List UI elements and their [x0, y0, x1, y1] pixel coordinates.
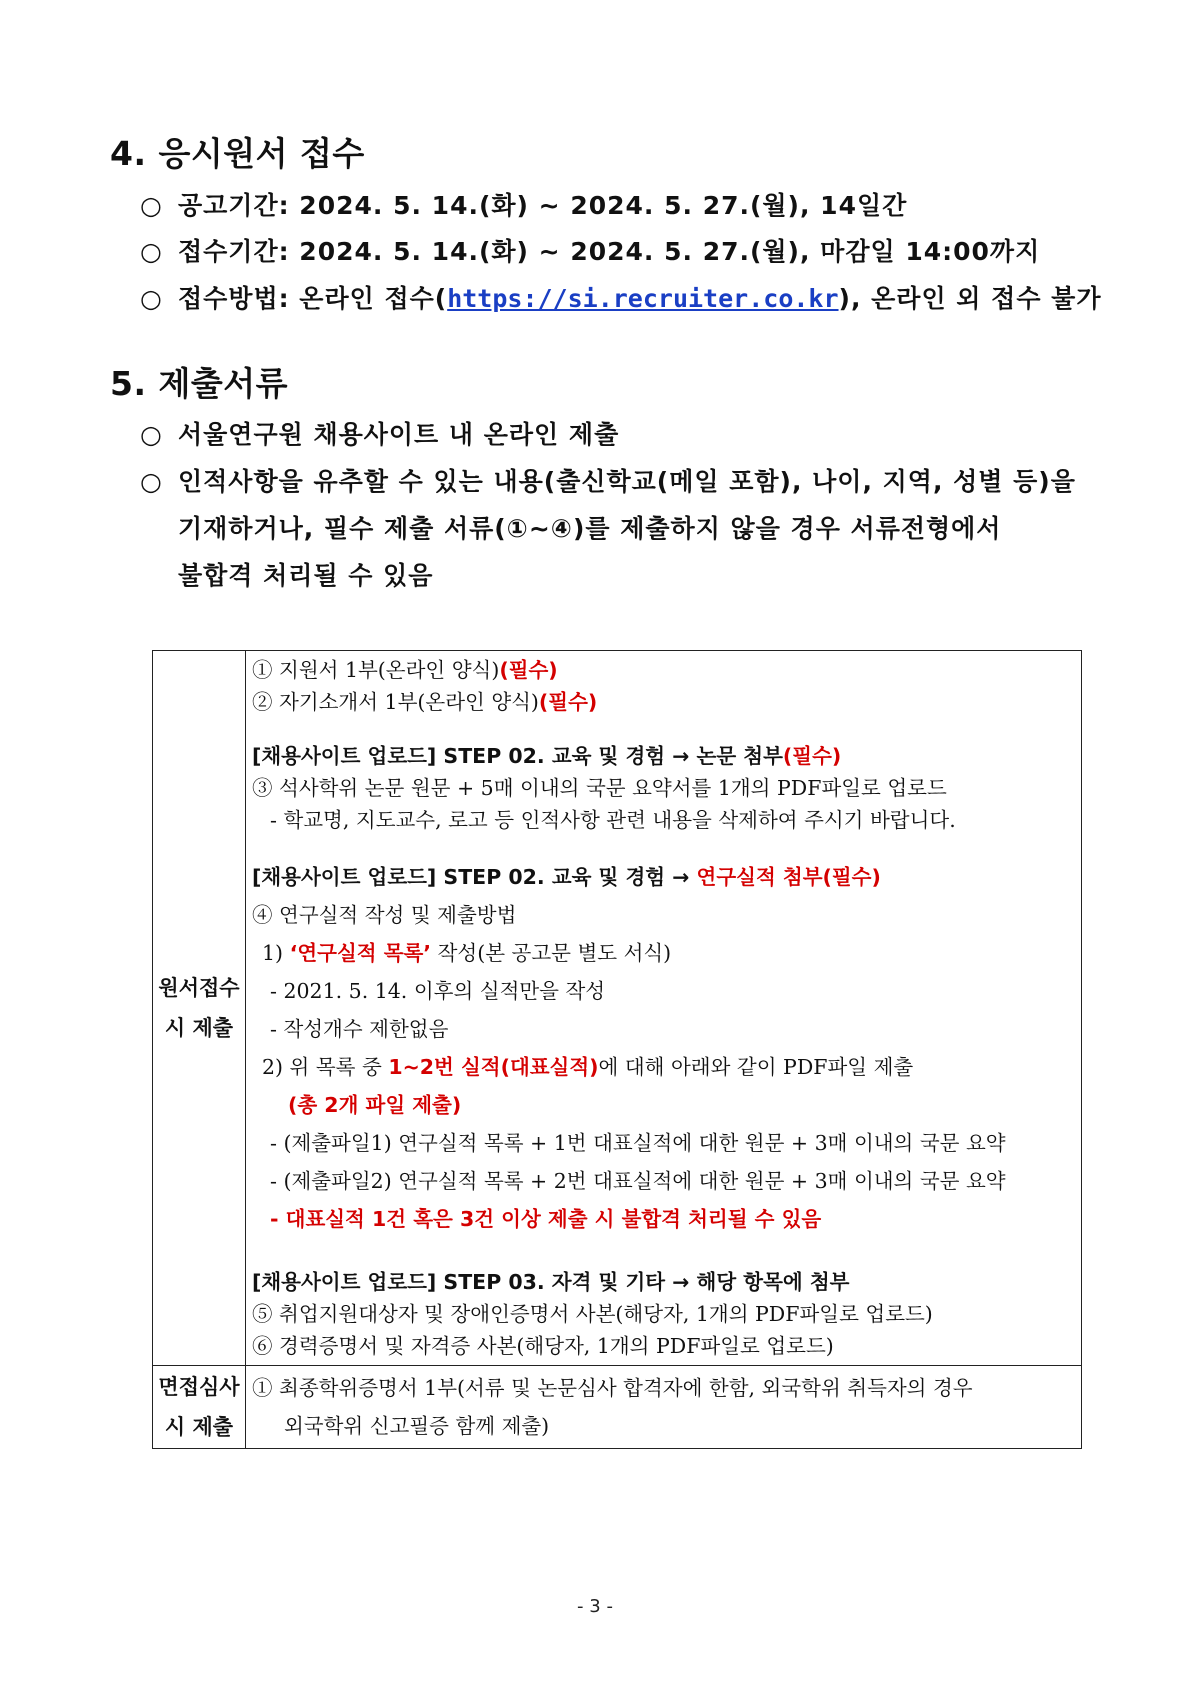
- personal-info-warning-line2: 기재하거나, 필수 제출 서류(①~④)를 제출하지 않을 경우 서류전형에서: [178, 514, 1002, 543]
- personal-info-warning-line3: 불합격 처리될 수 있음: [178, 561, 434, 590]
- list-item: (총 2개 파일 제출): [288, 1093, 462, 1117]
- reception-method: ○ 접수방법: 온라인 접수(https://si.recruiter.co.kr), 온라인 외 접수 불가: [140, 284, 1102, 313]
- bullet-icon: ○: [140, 467, 163, 496]
- list-item: ① 지원서 1부(온라인 양식)(필수): [252, 658, 558, 682]
- interview-stage-docs: [246, 1366, 1082, 1449]
- list-item: - (제출파일2) 연구실적 목록 + 2번 대표실적에 대한 원문 + 3매 이내의 국문 요약: [270, 1169, 1006, 1193]
- bullet-icon: ○: [140, 284, 163, 313]
- documents-table: [152, 650, 1082, 1449]
- list-item: 외국학위 신고필증 함께 제출): [284, 1414, 550, 1438]
- list-item: ⑤ 취업지원대상자 및 장애인증명서 사본(해당자, 1개의 PDF파일로 업로드): [252, 1302, 933, 1326]
- list-item: ④ 연구실적 작성 및 제출방법: [252, 903, 517, 927]
- section-5-title: 5. 제출서류: [110, 364, 288, 403]
- table-row: [153, 1366, 1082, 1449]
- bullet-icon: ○: [140, 420, 163, 449]
- page-number: - 3 -: [577, 1596, 613, 1617]
- recruit-site-link[interactable]: https://si.recruiter.co.kr: [447, 284, 839, 313]
- list-item: 2) 위 목록 중 1~2번 실적(대표실적)에 대해 아래와 같이 PDF파일 제출: [262, 1055, 914, 1079]
- section-4-title: 4. 응시원서 접수: [110, 134, 365, 173]
- list-item: ⑥ 경력증명서 및 자격증 사본(해당자, 1개의 PDF파일로 업로드): [252, 1334, 834, 1358]
- upload-step-heading: [채용사이트 업로드] STEP 03. 자격 및 기타 → 해당 항목에 첨부: [252, 1270, 850, 1294]
- list-item: 1) ‘연구실적 목록’ 작성(본 공고문 별도 서식): [262, 941, 672, 965]
- list-item: ① 최종학위증명서 1부(서류 및 논문심사 합격자에 한함, 외국학위 취득자의 경우: [252, 1376, 973, 1400]
- application-stage-docs: [246, 651, 1082, 1366]
- list-item: - 학교명, 지도교수, 로고 등 인적사항 관련 내용을 삭제하여 주시기 바랍니다.: [270, 808, 956, 832]
- list-item: - (제출파일1) 연구실적 목록 + 1번 대표실적에 대한 원문 + 3매 이내의 국문 요약: [270, 1131, 1006, 1155]
- list-item: ③ 석사학위 논문 원문 + 5매 이내의 국문 요약서를 1개의 PDF파일로 업로드: [252, 776, 947, 800]
- reception-period: ○ 접수기간: 2024. 5. 14.(화) ~ 2024. 5. 27.(월), 마감일 14:00까지: [140, 237, 1041, 266]
- upload-step-heading: [채용사이트 업로드] STEP 02. 교육 및 경험 → 논문 첨부(필수): [252, 744, 842, 768]
- list-item: ② 자기소개서 1부(온라인 양식)(필수): [252, 690, 598, 714]
- bullet-icon: ○: [140, 191, 163, 220]
- list-item: - 2021. 5. 14. 이후의 실적만을 작성: [270, 979, 606, 1003]
- list-item: - 대표실적 1건 혹은 3건 이상 제출 시 불합격 처리될 수 있음: [270, 1207, 822, 1231]
- upload-step-heading: [채용사이트 업로드] STEP 02. 교육 및 경험 → 연구실적 첨부(필수): [252, 865, 881, 889]
- application-stage-label: 원서접수 시 제출: [153, 651, 246, 1366]
- bullet-icon: ○: [140, 237, 163, 266]
- interview-stage-label: 면접심사 시 제출: [153, 1366, 246, 1449]
- table-row: [153, 651, 1082, 1366]
- personal-info-warning: ○ 인적사항을 유추할 수 있는 내용(출신학교(메일 포함), 나이, 지역, 성별 등)을: [140, 467, 1076, 496]
- notice-period: ○ 공고기간: 2024. 5. 14.(화) ~ 2024. 5. 27.(월), 14일간: [140, 191, 908, 220]
- submit-online-item: ○ 서울연구원 채용사이트 내 온라인 제출: [140, 420, 620, 449]
- list-item: - 작성개수 제한없음: [270, 1017, 449, 1041]
